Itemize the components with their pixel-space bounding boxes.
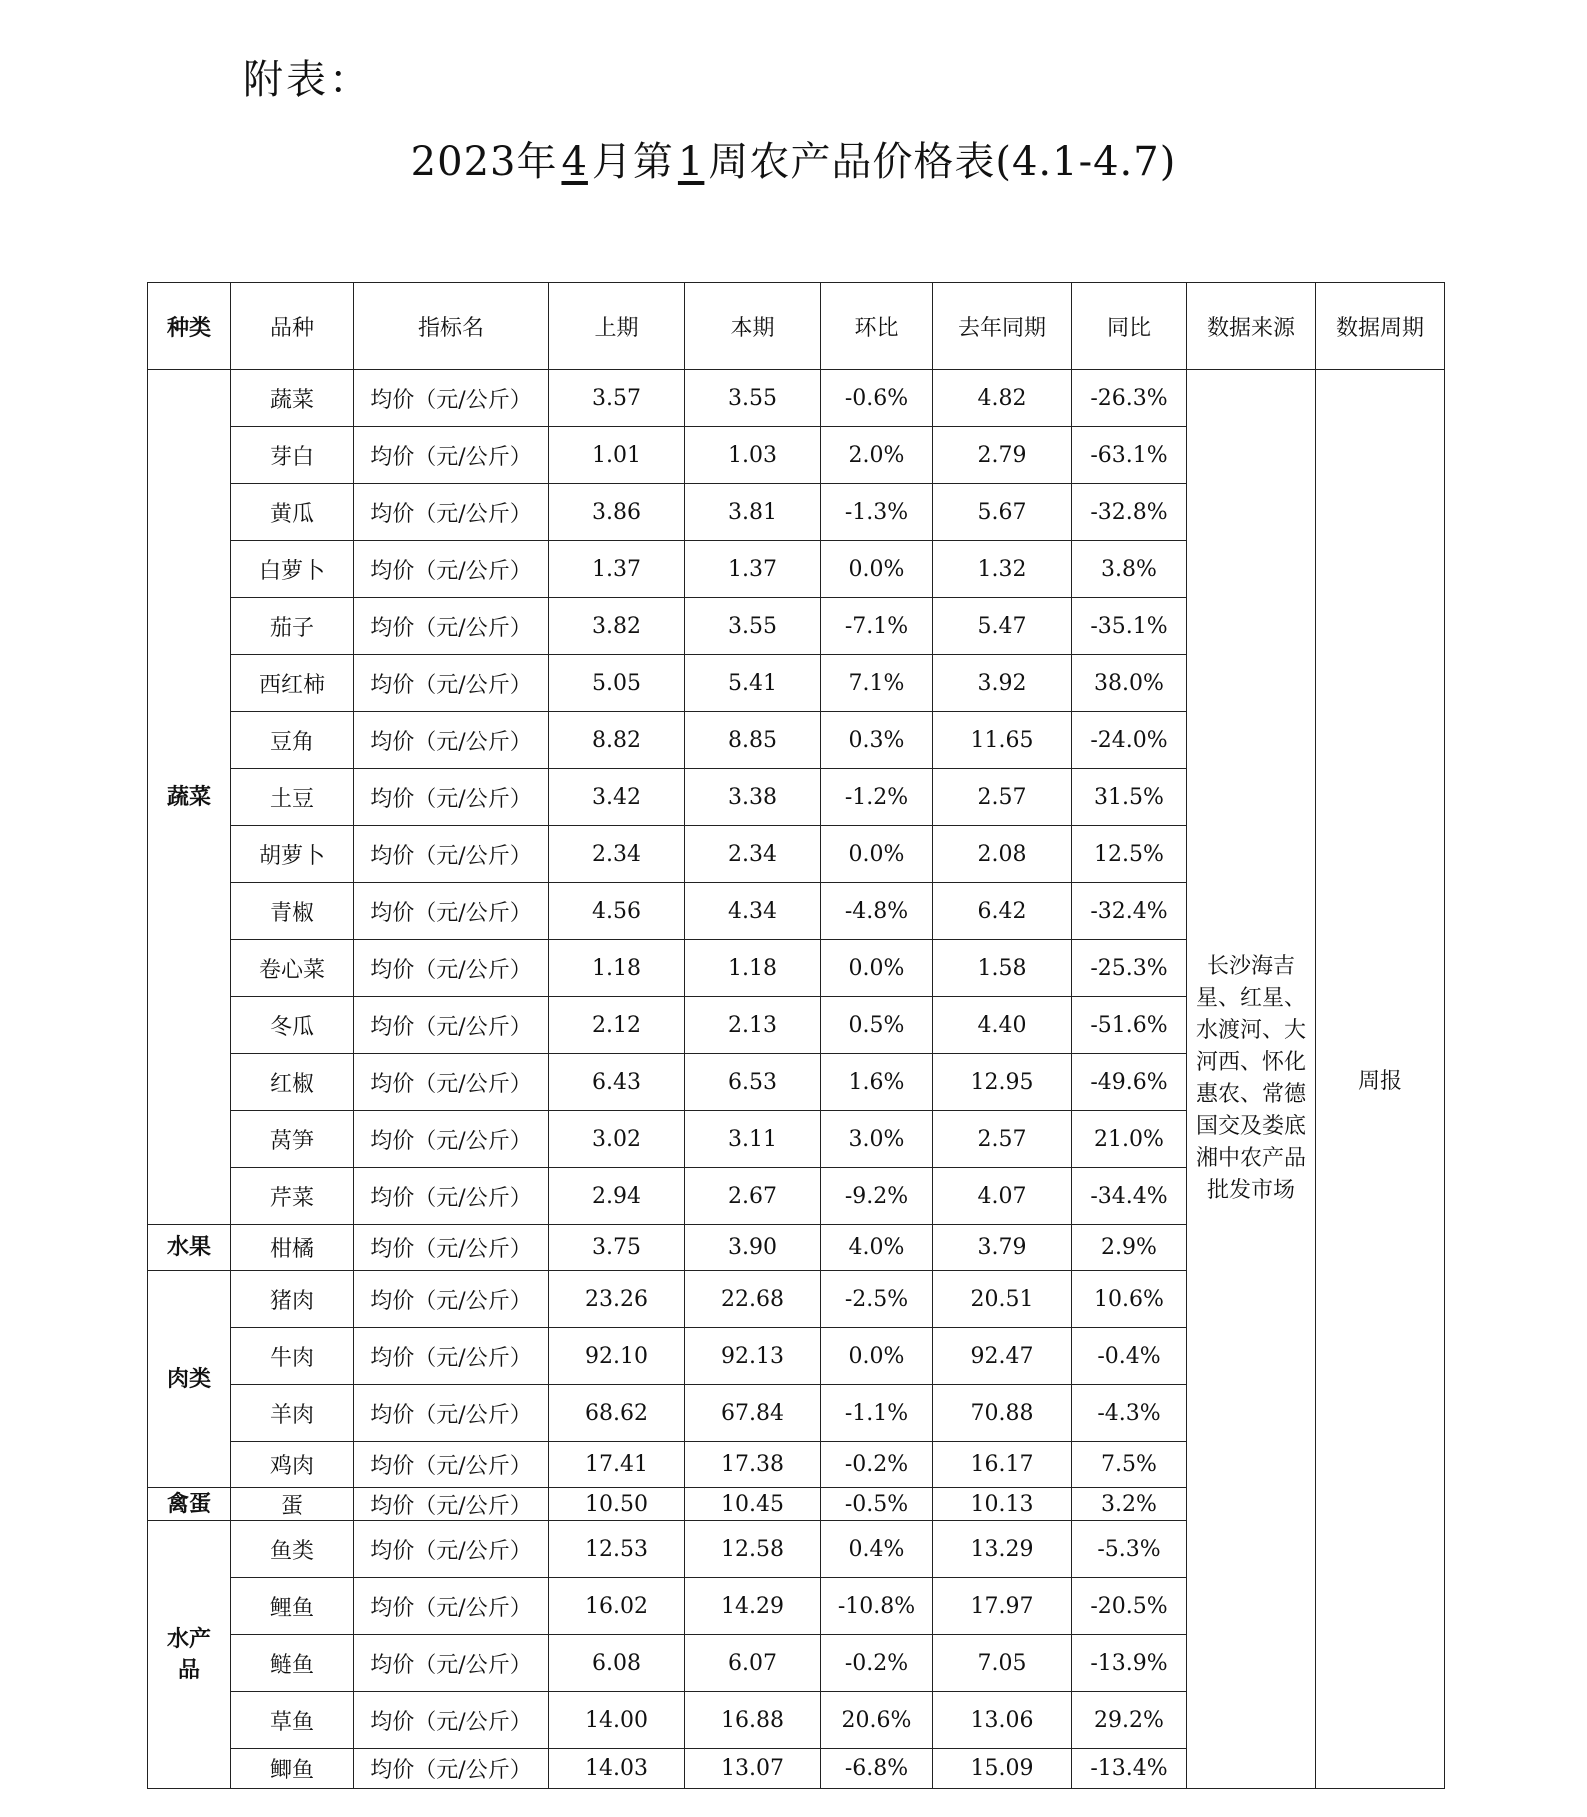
yoy-value: -26.3% <box>1072 370 1187 427</box>
last-year-value: 2.08 <box>933 826 1072 883</box>
curr-value: 13.07 <box>685 1749 821 1789</box>
item-cell: 猪肉 <box>231 1271 354 1328</box>
indicator-cell: 均价（元/公斤） <box>354 1054 549 1111</box>
mom-value: -0.5% <box>821 1488 933 1521</box>
mom-value: 3.0% <box>821 1111 933 1168</box>
indicator-cell: 均价（元/公斤） <box>354 484 549 541</box>
table-header-row <box>148 283 1445 370</box>
prev-value: 2.94 <box>549 1168 685 1225</box>
item-cell: 卷心菜 <box>231 940 354 997</box>
yoy-value: 2.9% <box>1072 1225 1187 1271</box>
curr-value: 8.85 <box>685 712 821 769</box>
mom-value: 0.3% <box>821 712 933 769</box>
curr-value: 17.38 <box>685 1442 821 1488</box>
header-last-year: 去年同期 <box>933 283 1072 370</box>
title-month: 4 <box>561 139 588 185</box>
title-suffix: 周农产品价格表(4.1-4.7) <box>708 139 1177 185</box>
yoy-value: 7.5% <box>1072 1442 1187 1488</box>
yoy-value: -32.4% <box>1072 883 1187 940</box>
header-source: 数据来源 <box>1187 283 1316 370</box>
last-year-value: 3.79 <box>933 1225 1072 1271</box>
mom-value: -10.8% <box>821 1578 933 1635</box>
indicator-cell: 均价（元/公斤） <box>354 1225 549 1271</box>
indicator-cell: 均价（元/公斤） <box>354 1442 549 1488</box>
mom-value: -7.1% <box>821 598 933 655</box>
indicator-cell: 均价（元/公斤） <box>354 1385 549 1442</box>
yoy-value: -49.6% <box>1072 1054 1187 1111</box>
last-year-value: 1.58 <box>933 940 1072 997</box>
prev-value: 2.34 <box>549 826 685 883</box>
title-mid: 月第 <box>591 139 674 185</box>
mom-value: -4.8% <box>821 883 933 940</box>
item-cell: 豆角 <box>231 712 354 769</box>
header-mom: 环比 <box>821 283 933 370</box>
indicator-cell: 均价（元/公斤） <box>354 1488 549 1521</box>
mom-value: 0.0% <box>821 826 933 883</box>
header-prev: 上期 <box>549 283 685 370</box>
indicator-cell: 均价（元/公斤） <box>354 997 549 1054</box>
prev-value: 4.56 <box>549 883 685 940</box>
mom-value: 0.0% <box>821 940 933 997</box>
curr-value: 12.58 <box>685 1521 821 1578</box>
curr-value: 10.45 <box>685 1488 821 1521</box>
last-year-value: 16.17 <box>933 1442 1072 1488</box>
last-year-value: 3.92 <box>933 655 1072 712</box>
prev-value: 3.57 <box>549 370 685 427</box>
item-cell: 鱼类 <box>231 1521 354 1578</box>
page-title <box>0 130 1587 187</box>
last-year-value: 2.57 <box>933 1111 1072 1168</box>
data-source-cell: 长沙海吉星、红星、水渡河、大河西、怀化惠农、常德国交及娄底湘中农产品批发市场 <box>1187 370 1316 1789</box>
mom-value: -1.2% <box>821 769 933 826</box>
yoy-value: 10.6% <box>1072 1271 1187 1328</box>
indicator-cell: 均价（元/公斤） <box>354 769 549 826</box>
prev-value: 3.02 <box>549 1111 685 1168</box>
indicator-cell: 均价（元/公斤） <box>354 1521 549 1578</box>
mom-value: 1.6% <box>821 1054 933 1111</box>
indicator-cell: 均价（元/公斤） <box>354 370 549 427</box>
mom-value: -0.2% <box>821 1635 933 1692</box>
mom-value: 2.0% <box>821 427 933 484</box>
mom-value: 0.5% <box>821 997 933 1054</box>
prev-value: 92.10 <box>549 1328 685 1385</box>
indicator-cell: 均价（元/公斤） <box>354 712 549 769</box>
curr-value: 3.55 <box>685 598 821 655</box>
yoy-value: -63.1% <box>1072 427 1187 484</box>
last-year-value: 92.47 <box>933 1328 1072 1385</box>
item-cell: 鲢鱼 <box>231 1635 354 1692</box>
last-year-value: 6.42 <box>933 883 1072 940</box>
header-category: 种类 <box>148 283 231 370</box>
item-cell: 草鱼 <box>231 1692 354 1749</box>
yoy-value: 3.8% <box>1072 541 1187 598</box>
curr-value: 67.84 <box>685 1385 821 1442</box>
curr-value: 3.55 <box>685 370 821 427</box>
item-cell: 芹菜 <box>231 1168 354 1225</box>
indicator-cell: 均价（元/公斤） <box>354 541 549 598</box>
prev-value: 16.02 <box>549 1578 685 1635</box>
prev-value: 10.50 <box>549 1488 685 1521</box>
prev-value: 3.42 <box>549 769 685 826</box>
item-cell: 鲤鱼 <box>231 1578 354 1635</box>
last-year-value: 4.07 <box>933 1168 1072 1225</box>
yoy-value: -20.5% <box>1072 1578 1187 1635</box>
yoy-value: -32.8% <box>1072 484 1187 541</box>
indicator-cell: 均价（元/公斤） <box>354 1328 549 1385</box>
prev-value: 12.53 <box>549 1521 685 1578</box>
mom-value: 7.1% <box>821 655 933 712</box>
prev-value: 1.01 <box>549 427 685 484</box>
last-year-value: 11.65 <box>933 712 1072 769</box>
item-cell: 莴笋 <box>231 1111 354 1168</box>
item-cell: 红椒 <box>231 1054 354 1111</box>
last-year-value: 5.67 <box>933 484 1072 541</box>
last-year-value: 1.32 <box>933 541 1072 598</box>
mom-value: -0.2% <box>821 1442 933 1488</box>
last-year-value: 7.05 <box>933 1635 1072 1692</box>
yoy-value: 3.2% <box>1072 1488 1187 1521</box>
price-table <box>147 282 1445 1789</box>
header-curr: 本期 <box>685 283 821 370</box>
prev-value: 14.03 <box>549 1749 685 1789</box>
prev-value: 3.75 <box>549 1225 685 1271</box>
item-cell: 黄瓜 <box>231 484 354 541</box>
curr-value: 16.88 <box>685 1692 821 1749</box>
curr-value: 1.18 <box>685 940 821 997</box>
curr-value: 2.34 <box>685 826 821 883</box>
last-year-value: 12.95 <box>933 1054 1072 1111</box>
header-yoy: 同比 <box>1072 283 1187 370</box>
yoy-value: -13.4% <box>1072 1749 1187 1789</box>
item-cell: 西红柿 <box>231 655 354 712</box>
header-indicator: 指标名 <box>354 283 549 370</box>
mom-value: -2.5% <box>821 1271 933 1328</box>
curr-value: 1.03 <box>685 427 821 484</box>
title-year: 2023年 <box>410 139 558 185</box>
item-cell: 土豆 <box>231 769 354 826</box>
prev-value: 6.08 <box>549 1635 685 1692</box>
appendix-label: 附表： <box>243 57 372 103</box>
mom-value: 0.0% <box>821 541 933 598</box>
yoy-value: -24.0% <box>1072 712 1187 769</box>
curr-value: 2.13 <box>685 997 821 1054</box>
category-cell: 禽蛋 <box>148 1488 231 1521</box>
yoy-value: -5.3% <box>1072 1521 1187 1578</box>
last-year-value: 2.57 <box>933 769 1072 826</box>
prev-value: 6.43 <box>549 1054 685 1111</box>
curr-value: 1.37 <box>685 541 821 598</box>
prev-value: 3.86 <box>549 484 685 541</box>
mom-value: 0.4% <box>821 1521 933 1578</box>
indicator-cell: 均价（元/公斤） <box>354 1635 549 1692</box>
prev-value: 1.37 <box>549 541 685 598</box>
item-cell: 羊肉 <box>231 1385 354 1442</box>
yoy-value: -4.3% <box>1072 1385 1187 1442</box>
last-year-value: 13.06 <box>933 1692 1072 1749</box>
prev-value: 1.18 <box>549 940 685 997</box>
yoy-value: -51.6% <box>1072 997 1187 1054</box>
item-cell: 胡萝卜 <box>231 826 354 883</box>
item-cell: 蔬菜 <box>231 370 354 427</box>
yoy-value: -0.4% <box>1072 1328 1187 1385</box>
mom-value: -1.1% <box>821 1385 933 1442</box>
yoy-value: -13.9% <box>1072 1635 1187 1692</box>
prev-value: 17.41 <box>549 1442 685 1488</box>
category-cell: 水果 <box>148 1225 231 1271</box>
indicator-cell: 均价（元/公斤） <box>354 427 549 484</box>
indicator-cell: 均价（元/公斤） <box>354 1111 549 1168</box>
indicator-cell: 均价（元/公斤） <box>354 826 549 883</box>
category-cell: 肉类 <box>148 1271 231 1488</box>
last-year-value: 2.79 <box>933 427 1072 484</box>
last-year-value: 4.40 <box>933 997 1072 1054</box>
indicator-cell: 均价（元/公斤） <box>354 1749 549 1789</box>
last-year-value: 10.13 <box>933 1488 1072 1521</box>
table-body <box>148 370 1445 1789</box>
yoy-value: 21.0% <box>1072 1111 1187 1168</box>
yoy-value: -34.4% <box>1072 1168 1187 1225</box>
last-year-value: 17.97 <box>933 1578 1072 1635</box>
curr-value: 6.53 <box>685 1054 821 1111</box>
item-cell: 白萝卜 <box>231 541 354 598</box>
curr-value: 22.68 <box>685 1271 821 1328</box>
indicator-cell: 均价（元/公斤） <box>354 598 549 655</box>
mom-value: 4.0% <box>821 1225 933 1271</box>
table-row <box>148 370 1445 427</box>
yoy-value: 38.0% <box>1072 655 1187 712</box>
yoy-value: 31.5% <box>1072 769 1187 826</box>
header-period: 数据周期 <box>1316 283 1445 370</box>
curr-value: 3.38 <box>685 769 821 826</box>
item-cell: 柑橘 <box>231 1225 354 1271</box>
item-cell: 牛肉 <box>231 1328 354 1385</box>
last-year-value: 20.51 <box>933 1271 1072 1328</box>
last-year-value: 70.88 <box>933 1385 1072 1442</box>
indicator-cell: 均价（元/公斤） <box>354 1271 549 1328</box>
prev-value: 8.82 <box>549 712 685 769</box>
mom-value: -6.8% <box>821 1749 933 1789</box>
last-year-value: 13.29 <box>933 1521 1072 1578</box>
prev-value: 2.12 <box>549 997 685 1054</box>
item-cell: 鲫鱼 <box>231 1749 354 1789</box>
title-week: 1 <box>677 139 705 185</box>
indicator-cell: 均价（元/公斤） <box>354 940 549 997</box>
item-cell: 青椒 <box>231 883 354 940</box>
item-cell: 冬瓜 <box>231 997 354 1054</box>
curr-value: 2.67 <box>685 1168 821 1225</box>
data-period-cell: 周报 <box>1316 370 1445 1789</box>
indicator-cell: 均价（元/公斤） <box>354 883 549 940</box>
mom-value: -9.2% <box>821 1168 933 1225</box>
curr-value: 3.11 <box>685 1111 821 1168</box>
curr-value: 5.41 <box>685 655 821 712</box>
curr-value: 3.90 <box>685 1225 821 1271</box>
last-year-value: 5.47 <box>933 598 1072 655</box>
prev-value: 68.62 <box>549 1385 685 1442</box>
item-cell: 蛋 <box>231 1488 354 1521</box>
indicator-cell: 均价（元/公斤） <box>354 1692 549 1749</box>
indicator-cell: 均价（元/公斤） <box>354 655 549 712</box>
prev-value: 14.00 <box>549 1692 685 1749</box>
last-year-value: 15.09 <box>933 1749 1072 1789</box>
header-item: 品种 <box>231 283 354 370</box>
item-cell: 芽白 <box>231 427 354 484</box>
curr-value: 4.34 <box>685 883 821 940</box>
mom-value: -0.6% <box>821 370 933 427</box>
category-cell: 蔬菜 <box>148 370 231 1225</box>
mom-value: 0.0% <box>821 1328 933 1385</box>
curr-value: 92.13 <box>685 1328 821 1385</box>
yoy-value: -25.3% <box>1072 940 1187 997</box>
category-cell: 水产品 <box>148 1521 231 1789</box>
prev-value: 5.05 <box>549 655 685 712</box>
yoy-value: 29.2% <box>1072 1692 1187 1749</box>
indicator-cell: 均价（元/公斤） <box>354 1168 549 1225</box>
last-year-value: 4.82 <box>933 370 1072 427</box>
item-cell: 鸡肉 <box>231 1442 354 1488</box>
curr-value: 6.07 <box>685 1635 821 1692</box>
mom-value: 20.6% <box>821 1692 933 1749</box>
curr-value: 3.81 <box>685 484 821 541</box>
yoy-value: -35.1% <box>1072 598 1187 655</box>
mom-value: -1.3% <box>821 484 933 541</box>
yoy-value: 12.5% <box>1072 826 1187 883</box>
prev-value: 23.26 <box>549 1271 685 1328</box>
curr-value: 14.29 <box>685 1578 821 1635</box>
item-cell: 茄子 <box>231 598 354 655</box>
indicator-cell: 均价（元/公斤） <box>354 1578 549 1635</box>
prev-value: 3.82 <box>549 598 685 655</box>
